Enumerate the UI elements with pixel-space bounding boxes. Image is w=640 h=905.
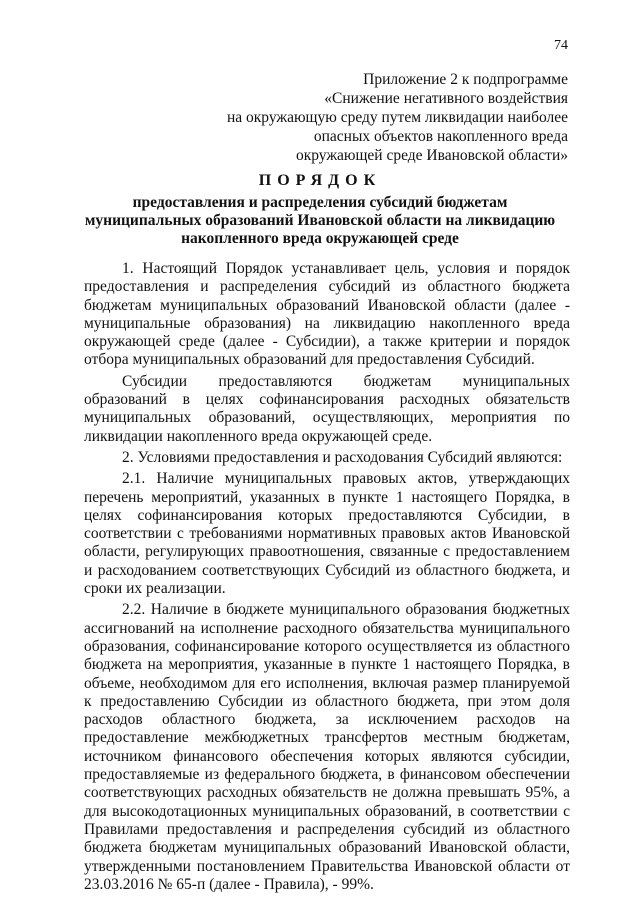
paragraph: 2. Условиями предоставления и расходования Субсидий являются: xyxy=(122,448,563,466)
document-title: ПОРЯДОК xyxy=(258,172,382,189)
paragraph: 1. Настоящий Порядок устанавливает цель, условия и порядок предоставления и распределения субсидий из областного бюджета бюджетам муниципальных образований Ивановской области (далее - муниципальные образования) на ликвидацию накопленного вреда окружающей среде (далее - Субсидии), а также критерии и порядок отбора муниципальных образований для предоставления Субсидий. xyxy=(84,260,570,369)
subtitle-line: накопленного вреда окружающей среде xyxy=(181,230,459,247)
paragraph: 2.1. Наличие муниципальных правовых актов, утверждающих перечень мероприятий, указанных в пункте 1 настоящего Порядка, в целях софинансирования которых предоставляются Субсидии, в соответствии с требованиями нормативных правовых актов Ивановской области, регулирующих правоотношения, связанные с предоставлением и расходованием соответствующих Субсидий из областного бюджета, и сроки их реализации. xyxy=(84,470,570,598)
appendix-line: опасных объектов накопленного вреда xyxy=(313,128,568,145)
document-body xyxy=(84,260,570,897)
page-number: 74 xyxy=(554,38,568,53)
appendix-line: окружающей среде Ивановской области» xyxy=(295,147,568,164)
appendix-note xyxy=(148,70,568,165)
appendix-line: на окружающую среду путем ликвидации наиболее xyxy=(226,109,568,126)
appendix-line: «Снижение негативного воздействия xyxy=(324,90,568,107)
subtitle-line: муниципальных образований Ивановской области на ликвидацию xyxy=(84,212,556,229)
paragraph: 2.2. Наличие в бюджете муниципального образования бюджетных ассигнований на исполнение расходного обязательства муниципального образования, софинансирование которого осуществляется из областного бюджета на мероприятия, указанные в пункте 1 настоящего Порядка, в объеме, необходимом для его исполнения, включая размер планируемой к предоставлению Субсидии из областного бюджета, при этом доля расходов областного бюджета, за исключением расходов на предоставление межбюджетных трансфертов местным бюджетам, источником финансового обеспечения которых являются субсидии, предоставляемые из федерального бюджета, в финансовом обеспечении соответствующих расходных обязательств не должна превышать 95%, а для высокодотационных муниципальных образований, в соответствии с Правилами предоставления и распределения субсидий из областного бюджета бюджетам муниципальных образований Ивановской области, утвержденными постановлением Правительства Ивановской области от 23.03.2016 № 65-п (далее - Правила), - 99%. xyxy=(84,601,570,893)
document-subtitle xyxy=(60,194,580,248)
paragraph: Субсидии предоставляются бюджетам муниципальных образований в целях софинансирования расходных обязательств муниципальных образований, осуществляющих, мероприятия по ликвидации накопленного вреда окружающей среде. xyxy=(84,372,570,445)
subtitle-line: предоставления и распределения субсидий бюджетам xyxy=(132,194,508,211)
appendix-line: Приложение 2 к подпрограмме xyxy=(363,71,568,88)
